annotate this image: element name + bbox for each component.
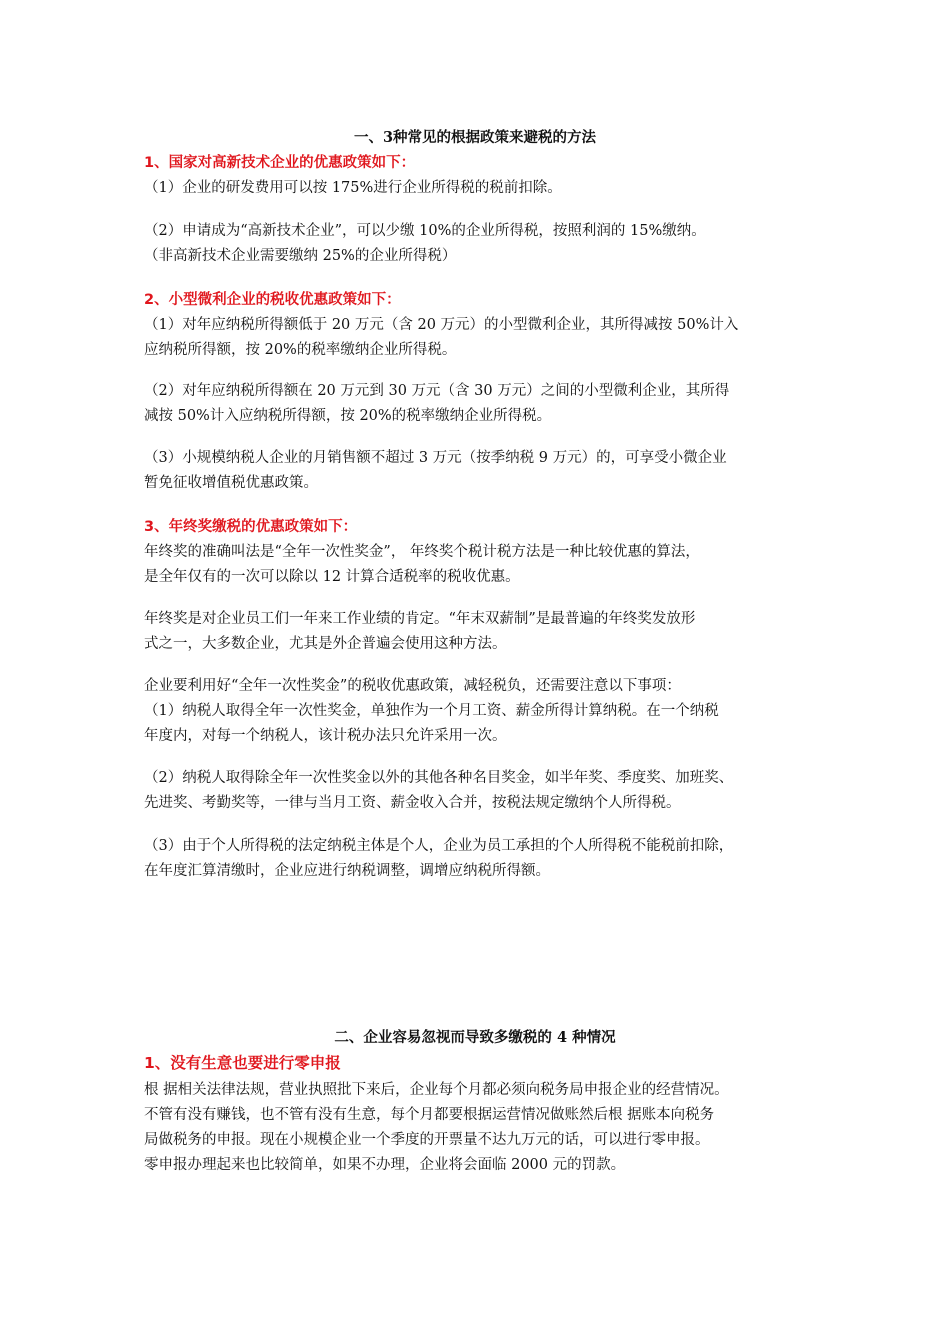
paragraph-line: 年终奖是对企业员工们一年来工作业绩的肯定。“年末双薪制”是最普遍的年终奖发放形 — [144, 611, 696, 627]
section1-heading-2: 2、小型微利企业的税收优惠政策如下： — [144, 292, 401, 308]
paragraph-line: 应纳税所得额，按 20%的税率缴纳企业所得税。 — [144, 342, 457, 358]
paragraph-line: 企业要利用好“全年一次性奖金”的税收优惠政策，减轻税负，还需要注意以下事项： — [144, 678, 681, 694]
paragraph-line: 局做税务的申报。现在小规模企业一个季度的开票量不达九万元的话，可以进行零申报。 — [144, 1132, 710, 1148]
paragraph-line: 是全年仅有的一次可以除以 12 计算合适税率的税收优惠。 — [144, 569, 520, 585]
section1-title: 一、3种常见的根据政策来避税的方法 — [353, 129, 597, 146]
section1-heading-3: 3、年终奖缴税的优惠政策如下： — [144, 519, 358, 535]
paragraph-line: 暂免征收增值税优惠政策。 — [144, 475, 318, 491]
paragraph-line: （2）申请成为“高新技术企业”，可以少缴 10%的企业所得税，按照利润的 15%缴纳。 — [144, 223, 706, 239]
paragraph-line: （3）小规模纳税人企业的月销售额不超过 3 万元（按季纳税 9 万元）的，可享受小微企业 — [144, 450, 727, 466]
paragraph-line: 年终奖的准确叫法是“全年一次性奖金”， 年终奖个税计税方法是一种比较优惠的算法， — [144, 544, 700, 560]
paragraph-line: （1）纳税人取得全年一次性奖金，单独作为一个月工资、薪金所得计算纳税。在一个纳税 — [144, 703, 719, 719]
paragraph-line: （2）纳税人取得除全年一次性奖金以外的其他各种名目奖金，如半年奖、季度奖、加班奖、 — [144, 770, 734, 786]
section1-heading-1: 1、国家对高新技术企业的优惠政策如下： — [144, 155, 416, 171]
paragraph-line: 先进奖、考勤奖等，一律与当月工资、薪金收入合并，按税法规定缴纳个人所得税。 — [144, 795, 681, 811]
paragraph-line: 不管有没有赚钱，也不管有没有生意，每个月都要根据运营情况做账然后根 据账本向税务 — [144, 1107, 715, 1123]
paragraph-line: （非高新技术企业需要缴纳 25%的企业所得税） — [144, 248, 457, 264]
paragraph-line: 式之一，大多数企业，尤其是外企普遍会使用这种方法。 — [144, 636, 507, 652]
paragraph-line: （1）企业的研发费用可以按 175%进行企业所得税的税前扣除。 — [144, 180, 562, 196]
section2-heading-1: 1、没有生意也要进行零申报 — [144, 1054, 341, 1072]
paragraph-line: （2）对年应纳税所得额在 20 万元到 30 万元（含 30 万元）之间的小型微利企业，其所得 — [144, 383, 730, 399]
paragraph-line: 年度内，对每一个纳税人，该计税办法只允许采用一次。 — [144, 728, 507, 744]
paragraph-line: （1）对年应纳税所得额低于 20 万元（含 20 万元）的小型微利企业，其所得减按 50%计入 — [144, 317, 739, 333]
section2-title: 二、企业容易忽视而导致多缴税的 4 种情况 — [334, 1029, 616, 1046]
paragraph-line: 零申报办理起来也比较简单，如果不办理，企业将会面临 2000 元的罚款。 — [144, 1157, 626, 1173]
paragraph-line: 减按 50%计入应纳税所得额，按 20%的税率缴纳企业所得税。 — [144, 408, 552, 424]
paragraph-line: 在年度汇算清缴时，企业应进行纳税调整，调增应纳税所得额。 — [144, 863, 550, 879]
paragraph-line: 根 据相关法律法规，营业执照批下来后，企业每个月都必须向税务局申报企业的经营情况。 — [144, 1082, 729, 1098]
paragraph-line: （3）由于个人所得税的法定纳税主体是个人，企业为员工承担的个人所得税不能税前扣除， — [144, 838, 734, 854]
